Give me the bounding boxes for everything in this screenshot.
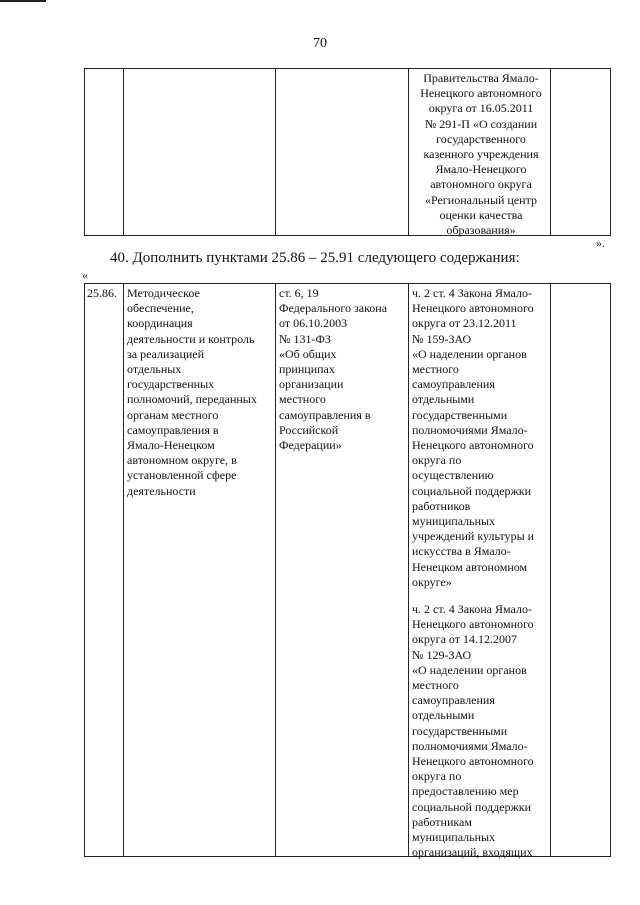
continued-table: [84, 68, 611, 236]
new-items-table: [84, 283, 611, 860]
table-column-divider: [275, 284, 276, 856]
closing-quote: ».: [596, 236, 605, 250]
row-federal-law-cell: ст. 6, 19 Федерального закона от 06.10.2003 № 131-ФЗ «Об общих принципах организации местного самоуправления в Российской Федерации»: [279, 286, 388, 453]
table-column-divider: [408, 284, 409, 856]
table-column-divider: [550, 284, 551, 856]
opening-quote: «: [82, 268, 88, 282]
table-column-divider: [123, 69, 124, 235]
table-column-divider: [408, 69, 409, 235]
row-regional-law-1-cell: ч. 2 ст. 4 Закона Ямало- Ненецкого автономного округа от 23.12.2011 № 159-ЗАО «О наделении органов местного самоуправления отдельными государственными полномочиями Ямало- Ненецкого автономного округа по осуществлению социальной поддержки работников муниципальных учреждений культуры и искусства в Ямало- Ненецком автономном округе»: [412, 286, 535, 589]
row-description-cell: Методическое обеспечение, координация деятельности и контроль за реализацией отдельных государственных полномочий, переданных органам местного самоуправления в Ямало-Ненецком автономном округе, в установленной сфере деятельности: [127, 286, 257, 498]
continued-row-law-cell: Правительства Ямало- Ненецкого автономного округа от 16.05.2011 № 291-П «О создании государственного казенного учреждения Ямало-Ненецкого автономного округа «Региональный центр оценки качества образования»: [420, 71, 542, 238]
page-number: 70: [313, 36, 327, 51]
row-number-cell: 25.86.: [87, 286, 117, 300]
table-column-divider: [275, 69, 276, 235]
section-heading: 40. Дополнить пунктами 25.86 – 25.91 следующего содержания:: [110, 250, 520, 266]
table-column-divider: [550, 69, 551, 235]
table-column-divider: [123, 284, 124, 856]
row-regional-law-2-cell: ч. 2 ст. 4 Закона Ямало- Ненецкого автономного округа от 14.12.2007 № 129-ЗАО «О наделении органов местного самоуправления отдельными государственными полномочиями Ямало- Ненецкого автономного округа по предоставлению мер социальной поддержки работникам муниципальных организаций, входящих: [412, 602, 534, 860]
scan-corner-mark: [0, 0, 46, 2]
